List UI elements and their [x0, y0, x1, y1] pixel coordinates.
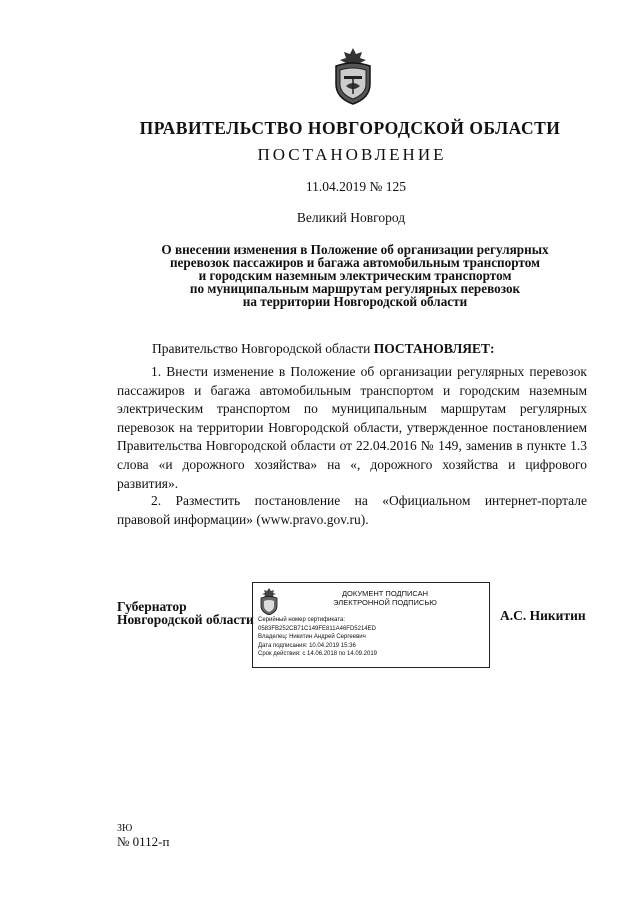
subject-line: О внесении изменения в Положение об организации регулярных	[161, 242, 549, 257]
subject-line: на территории Новгородской области	[242, 294, 468, 309]
government-title: ПРАВИТЕЛЬСТВО НОВГОРОДСКОЙ ОБЛАСТИ	[139, 118, 561, 138]
preamble	[152, 341, 495, 357]
signatory-position-line: Новгородской области	[117, 612, 254, 627]
document-subject	[120, 243, 590, 308]
stamp-title-line: ДОКУМЕНТ ПОДПИСАН	[341, 589, 429, 598]
stamp-cert-number: 0583FB252CB71C149FE811A46FD5214ED	[258, 625, 376, 632]
signatory-name: А.С. Никитин	[500, 608, 586, 623]
document-city: Великий Новгород	[296, 210, 406, 225]
stamp-title-line: ЭЛЕКТРОННОЙ ПОДПИСЬЮ	[333, 598, 437, 607]
stamp-signed-date: Дата подписания: 10.04.2019 15:36	[258, 642, 356, 649]
paragraph-1: 1. Внести изменение в Положение об организации регулярных перевозок пассажиров и багажа автомобильным транспортом и городским наземным электрическим транспортом по муниципальным маршрутам регулярных перевозок на территории Новгородской области, утвержденное постановлением Правительства Новгородской области от 22.04.2016 № 149, заменив в пункте 1.3 слова «и дорожного хозяйства» на «, дорожного хозяйства и цифрового развития».	[117, 364, 587, 491]
stamp-owner: Владелец: Никитин Андрей Сергеевич	[258, 634, 366, 641]
electronic-signature-stamp	[252, 582, 490, 668]
preamble-text: Правительство Новгородской области	[152, 341, 374, 356]
subject-line: по муниципальным маршрутам регулярных перевозок	[189, 281, 521, 296]
subject-line: и городским наземным электрическим транспортом	[198, 268, 512, 283]
stamp-cert-label: Серийный номер сертификата:	[258, 617, 346, 623]
stamp-title	[285, 589, 485, 607]
stamp-details	[258, 616, 377, 659]
stamp-validity: Срок действия: с 14.06.2018 по 14.09.2019	[258, 651, 378, 658]
footer-number: № 0112-п	[117, 834, 170, 849]
preamble-decree-word: ПОСТАНОВЛЯЕТ:	[373, 341, 495, 356]
signatory-position	[117, 600, 254, 626]
document-date-number: 11.04.2019 № 125	[305, 179, 407, 194]
paragraph-2: 2. Разместить постановление на «Официальном интернет-портале правовой информации» (www.pravo.gov.ru).	[117, 493, 587, 527]
signatory-position-line: Губернатор	[117, 599, 187, 614]
footer-code: ЗЮ	[117, 823, 133, 834]
document-type: ПОСТАНОВЛЕНИЕ	[257, 145, 447, 164]
coat-of-arms-emblem	[330, 46, 376, 106]
subject-line: перевозок пассажиров и багажа автомобильным транспортом	[169, 255, 541, 270]
stamp-emblem-icon	[258, 587, 280, 615]
